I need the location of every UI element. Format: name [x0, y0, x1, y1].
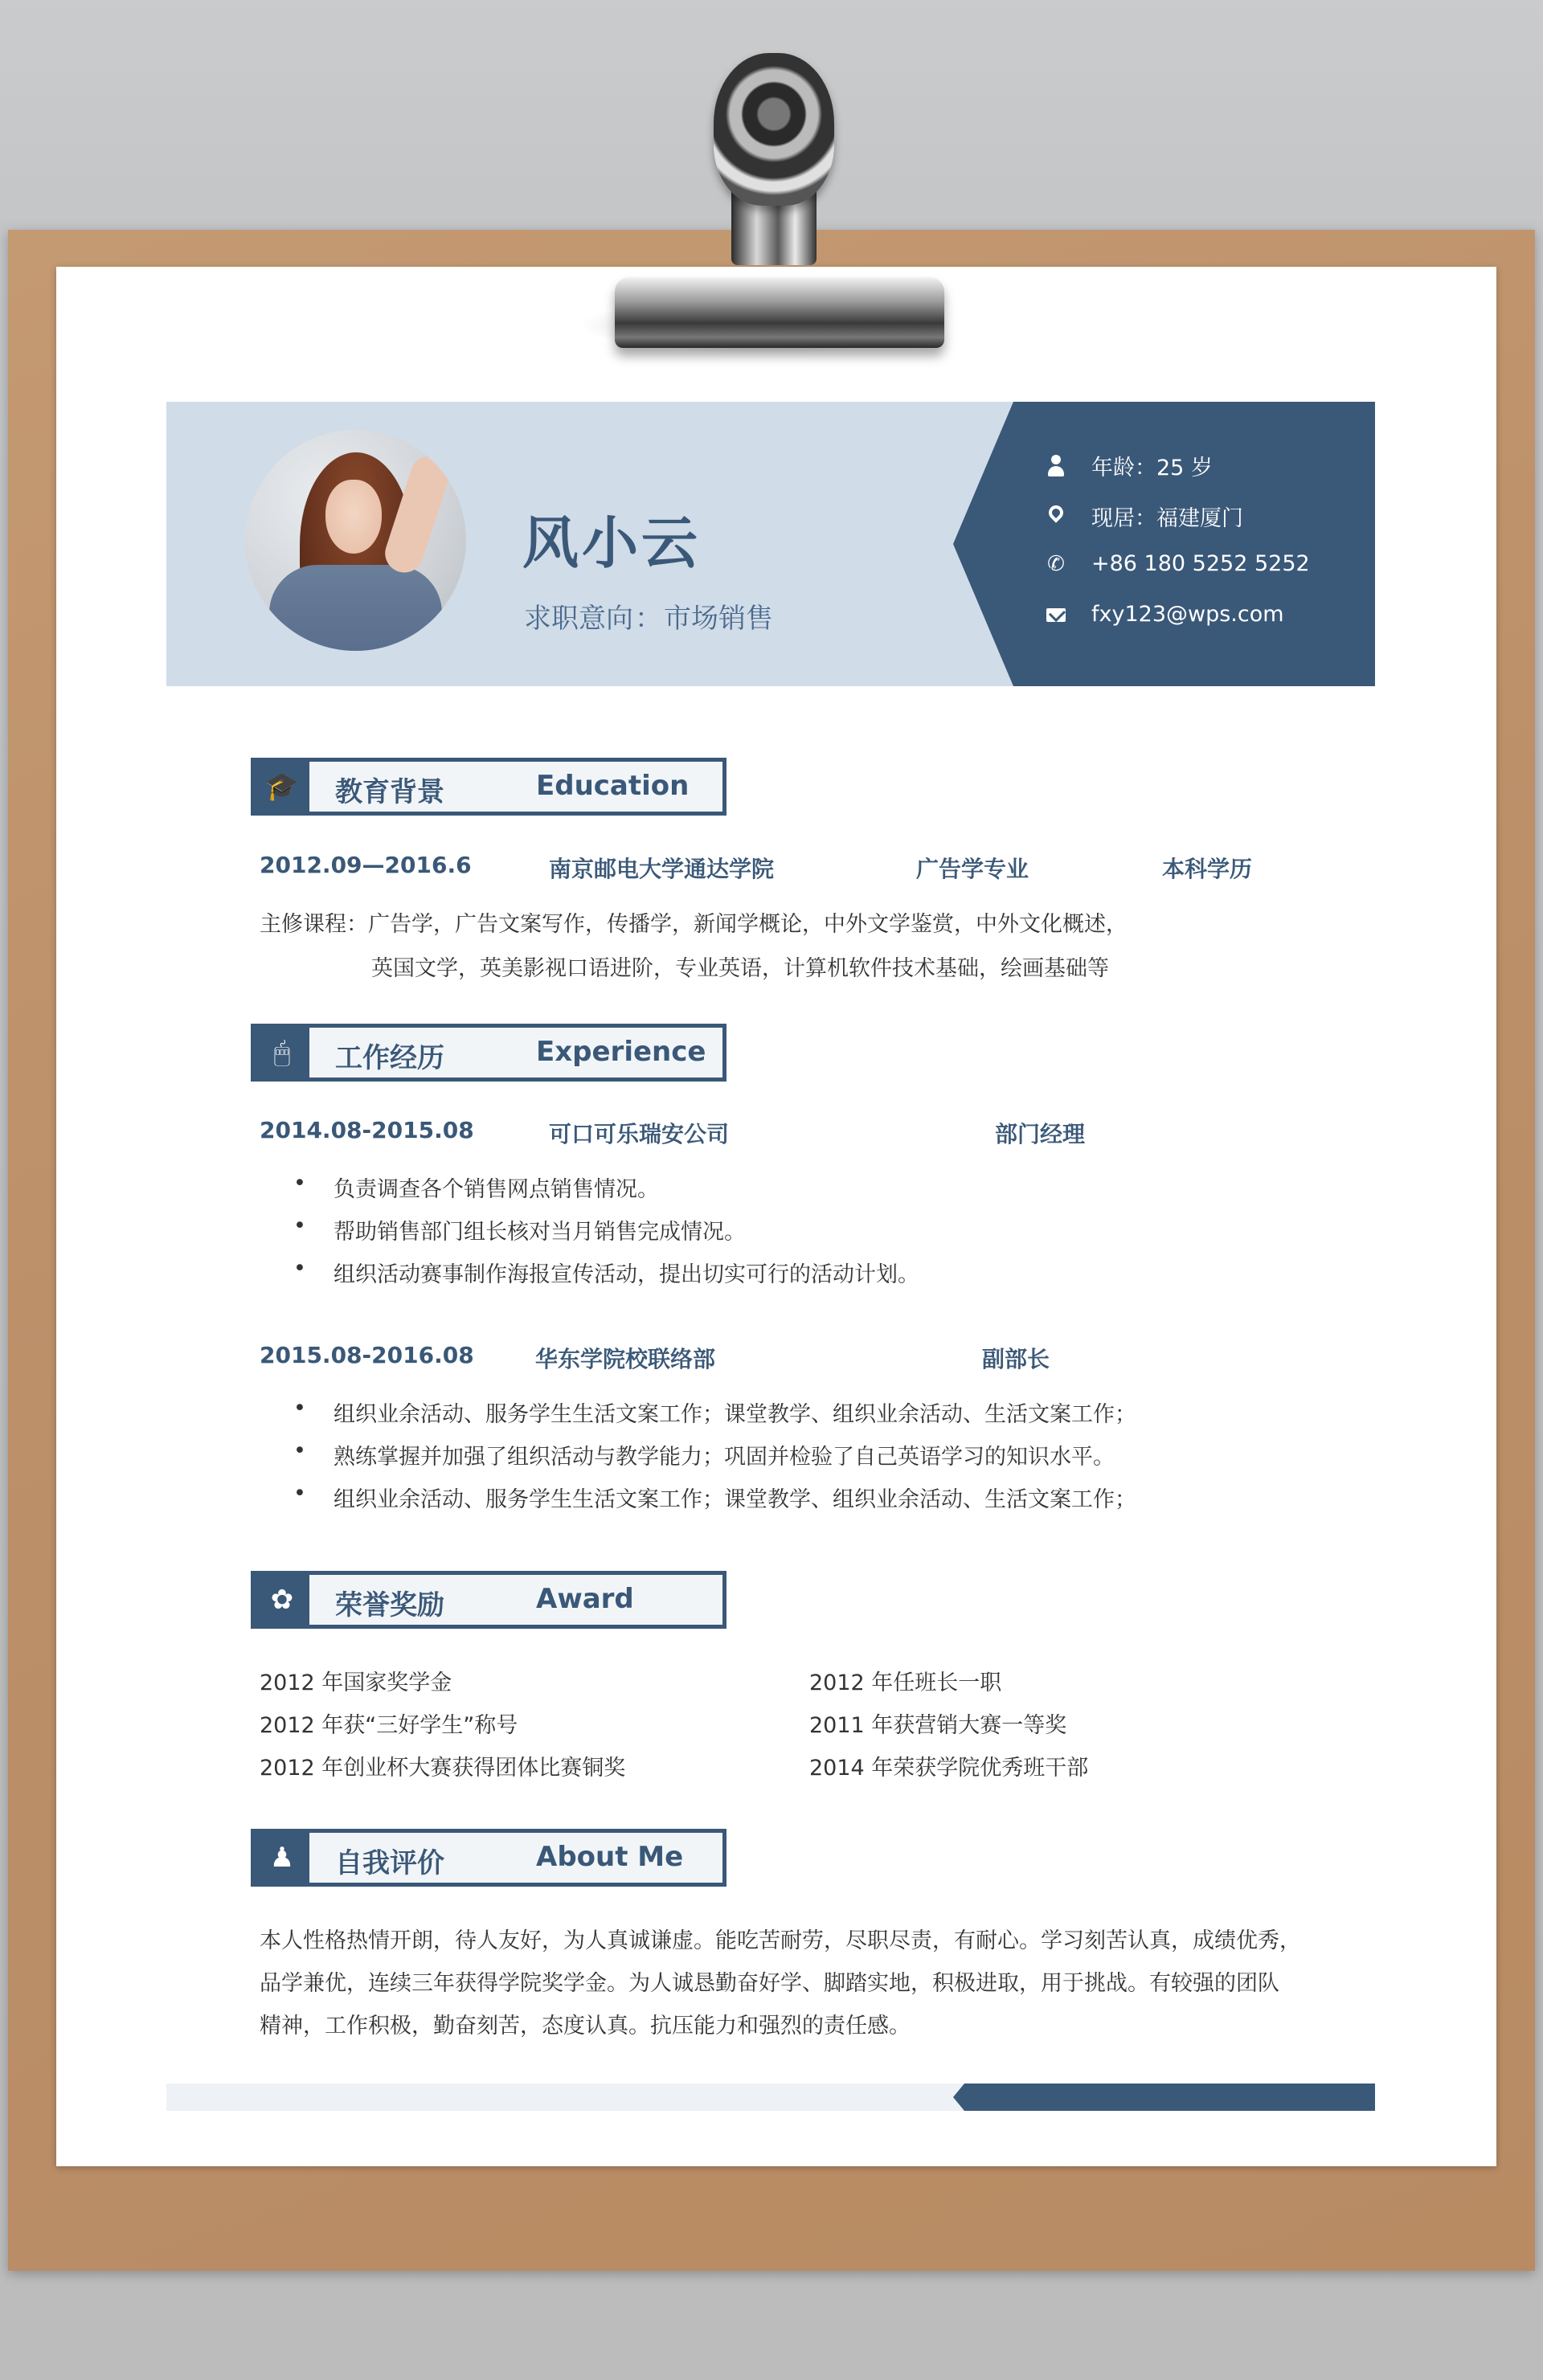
about-line-1: 本人性格热情开朗，待人友好，为人真诚谦虚。能吃苦耐劳，尽职尽责，有耐心。学习刻苦认真，成绩优秀， [260, 1928, 1301, 1953]
exp1-bullet [293, 1172, 659, 1203]
contact-age-text: 年龄：25 岁 [1091, 456, 1213, 480]
edu-school: 南京邮电大学通达学院 [549, 856, 775, 882]
contact-phone-text: +86 180 5252 5252 [1091, 551, 1310, 576]
section-experience-zh: 工作经历 [335, 1042, 444, 1074]
exp2-bullet [293, 1482, 1136, 1513]
section-about-header [251, 1829, 726, 1887]
contact-age [1045, 450, 1213, 481]
exp1-bullet [293, 1214, 746, 1245]
exp1-bullet [293, 1257, 919, 1288]
avatar-shirt [269, 565, 442, 651]
award-item: 2012 年获“三好学生”称号 [260, 1713, 518, 1738]
objective-label: 求职意向 [524, 603, 633, 635]
exp1-bullet-3: 组织活动赛事制作海报宣传活动，提出切实可行的活动计划。 [334, 1262, 919, 1287]
edu-period: 2012.09—2016.6 [260, 852, 472, 878]
contact-email [1045, 602, 1284, 627]
section-education-zh: 教育背景 [335, 776, 444, 808]
exp2-bullet-1: 组织业余活动、服务学生生活文案工作；课堂教学、组织业余活动、生活文案工作； [334, 1402, 1136, 1427]
footer-bar-light [166, 2084, 970, 2111]
mouse-icon: 🖱 [273, 1037, 291, 1069]
section-about-en: About Me [536, 1841, 684, 1873]
award-item: 2014 年荣获学院优秀班干部 [809, 1756, 1089, 1781]
about-line-3: 精神，工作积极，勤奋刻苦，态度认真。抗压能力和强烈的责任感。 [260, 2014, 911, 2039]
exp2-company: 华东学院校联络部 [535, 1346, 716, 1372]
objective-separator: ： [635, 603, 662, 635]
section-education-en: Education [536, 770, 690, 802]
objective-value: 市场销售 [664, 603, 773, 635]
exp1-company: 可口可乐瑞安公司 [549, 1121, 730, 1147]
section-award-header [251, 1571, 726, 1629]
contact-location-text: 现居：福建厦门 [1091, 506, 1243, 531]
clip-base [615, 277, 944, 348]
edu-courses-line1: 主修课程：广告学，广告文案写作，传播学，新闻学概论，中外文学鉴赏，中外文化概述， [260, 912, 1128, 937]
exp2-bullet [293, 1397, 1136, 1428]
section-about-zh: 自我评价 [335, 1847, 444, 1879]
edu-major: 广告学专业 [916, 856, 1029, 882]
person-icon [1045, 455, 1067, 477]
section-education-header [251, 758, 726, 816]
exp2-bullet-3: 组织业余活动、服务学生生活文案工作；课堂教学、组织业余活动、生活文案工作； [334, 1487, 1136, 1512]
candidate-name: 风小云 [522, 510, 701, 576]
job-objective [524, 596, 773, 636]
exp1-role: 部门经理 [995, 1121, 1086, 1147]
leaf-icon: ✿ [270, 1584, 294, 1616]
section-award-zh: 荣誉奖励 [335, 1589, 444, 1621]
section-experience-header [251, 1024, 726, 1082]
exp2-period: 2015.08-2016.08 [260, 1342, 474, 1368]
contact-panel [953, 402, 1375, 686]
person-tie-icon: ♟ [269, 1842, 295, 1874]
contact-location [1045, 501, 1243, 532]
award-item: 2012 年任班长一职 [809, 1670, 1002, 1695]
phone-icon: ✆ [1047, 551, 1065, 576]
contact-phone [1045, 551, 1310, 576]
exp2-role: 副部长 [982, 1346, 1050, 1372]
clip-ring [714, 53, 834, 206]
edu-courses-line2: 英国文学，英美影视口语进阶，专业英语，计算机软件技术基础，绘画基础等 [371, 956, 1109, 981]
exp1-bullet-1: 负责调查各个销售网点销售情况。 [334, 1177, 659, 1202]
award-item: 2012 年国家奖学金 [260, 1670, 452, 1695]
section-award-en: Award [536, 1583, 634, 1615]
exp1-period: 2014.08-2015.08 [260, 1117, 474, 1143]
section-experience-en: Experience [536, 1036, 706, 1068]
avatar-face [325, 480, 382, 554]
mail-icon [1045, 603, 1067, 626]
binder-clip [579, 48, 948, 354]
avatar [245, 430, 466, 651]
graduation-cap-icon: 🎓 [264, 771, 300, 803]
contact-email-text: fxy123@wps.com [1091, 602, 1284, 627]
award-item: 2012 年创业杯大赛获得团体比赛铜奖 [260, 1756, 626, 1781]
award-item: 2011 年获营销大赛一等奖 [809, 1713, 1067, 1738]
footer-bar-dark [953, 2084, 1375, 2111]
exp2-bullet-2: 熟练掌握并加强了组织活动与教学能力；巩固并检验了自己英语学习的知识水平。 [334, 1445, 1115, 1470]
edu-degree: 本科学历 [1162, 856, 1253, 882]
exp2-bullet [293, 1439, 1115, 1470]
location-pin-icon [1045, 505, 1067, 528]
about-line-2: 品学兼优，连续三年获得学院奖学金。为人诚恳勤奋好学、脚踏实地，积极进取，用于挑战。有较强的团队 [260, 1971, 1279, 1996]
exp1-bullet-2: 帮助销售部门组长核对当月销售完成情况。 [334, 1220, 746, 1245]
